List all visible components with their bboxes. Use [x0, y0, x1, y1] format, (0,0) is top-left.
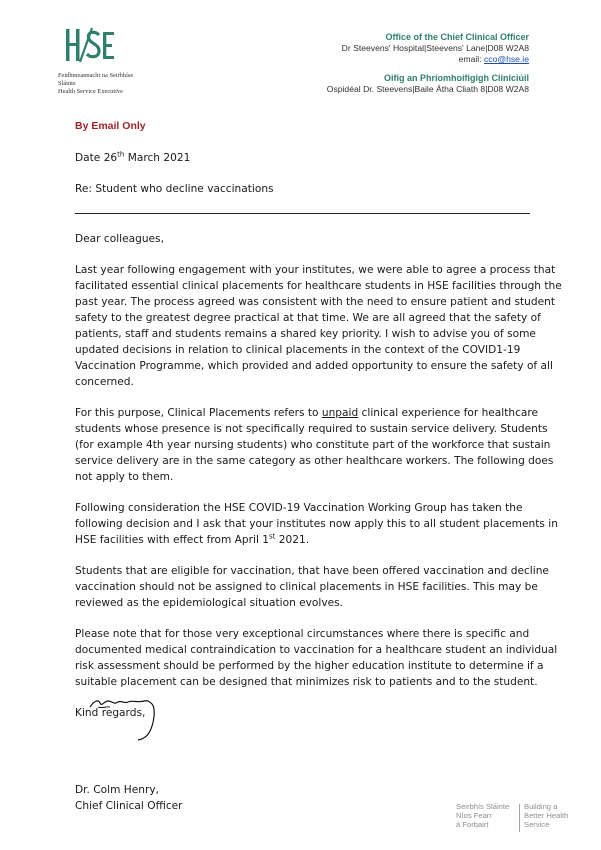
- email-label: email:: [458, 54, 484, 64]
- p2-line: service delivery are in the same category as other healthcare workers. The following does: [75, 455, 554, 467]
- p2-line: (for example 4th year nursing students) who constitute part of the workforce that sustain: [75, 439, 551, 451]
- date-sup: th: [117, 150, 125, 159]
- address-english: Dr Steevens' Hospital|Steevens' Lane|D08 W2A8: [341, 43, 529, 53]
- subject-line: Re: Student who decline vaccinations: [75, 183, 274, 195]
- signature-icon: [88, 693, 168, 743]
- footer-english-line: Service: [524, 819, 550, 829]
- footer-slogan-english: [524, 803, 594, 829]
- logo-caption: [58, 72, 138, 96]
- divider: [75, 213, 530, 214]
- signer-name: Dr. Colm Henry,: [75, 784, 159, 796]
- signer-title: Chief Clinical Officer: [75, 800, 183, 812]
- date-line: [75, 152, 190, 164]
- salutation: Dear colleagues,: [75, 233, 164, 245]
- p3-line: following decision and I ask that your institutes now apply this to all student placements in: [75, 518, 558, 530]
- p1-line: facilitated essential clinical placements for healthcare students in HSE facilities through the: [75, 280, 562, 292]
- p4-line: reviewed as the epidemiological situation evolves.: [75, 597, 344, 609]
- p2-suffix: clinical experience for healthcare: [358, 407, 539, 419]
- p5-line: Please note that for those very exceptional circumstances where there is specific and: [75, 628, 530, 640]
- email-line: [327, 54, 529, 65]
- footer-irish-line: Seirbhís Sláinte: [456, 802, 510, 811]
- p1-line: past year. The process agreed was consistent with the need to ensure patient and student: [75, 296, 555, 308]
- footer-english-line: Better Health: [524, 810, 569, 820]
- date-prefix: Date 26: [75, 152, 118, 164]
- signature: [88, 693, 168, 743]
- p1-line: patients, staff and students remains a shared key priority. I wish to advise you of some: [75, 328, 536, 340]
- footer-irish-line: á Forbairt: [456, 819, 489, 829]
- p3-line: [75, 534, 309, 546]
- p4-line: vaccination should not be assigned to clinical placements in HSE facilities. This may be: [75, 581, 538, 593]
- p4-line: Students that are eligible for vaccination, that have been offered vaccination and decline: [75, 565, 549, 577]
- date-suffix: March 2021: [124, 152, 191, 164]
- office-title-english: Office of the Chief Clinical Officer: [385, 32, 529, 42]
- p1-line: updated decisions in relation to clinical placements in the context of the COVID1-19: [75, 344, 521, 356]
- p3-sup: st: [269, 532, 276, 541]
- p2-line: not apply to them.: [75, 471, 174, 483]
- p2-prefix: For this purpose, Clinical Placements refers to: [75, 407, 322, 419]
- footer-slogan: [456, 803, 586, 839]
- hse-logo-mark-icon: [62, 26, 120, 66]
- by-email-notice: By Email Only: [75, 120, 146, 132]
- p5-line: documented medical contraindication to vaccination for a healthcare student an individual: [75, 644, 558, 656]
- letterhead: [327, 32, 529, 95]
- p3-suffix: 2021.: [275, 534, 310, 546]
- p5-line: risk assessment should be performed by the higher education institute to determine if a: [75, 660, 544, 672]
- p3-line: Following consideration the HSE COVID-19 Vaccination Working Group has taken the: [75, 502, 523, 514]
- footer-english-line: Building a: [524, 802, 558, 811]
- p2-line: students whose presence is not specifically required to sustain service delivery. Students: [75, 423, 548, 435]
- hse-logo: [58, 26, 138, 96]
- email-link[interactable]: cco@hse.ie: [483, 54, 529, 64]
- p1-line: safety to the greatest degree practical at that time. We are all agreed that the safety of: [75, 312, 541, 324]
- p2-underlined: unpaid: [321, 407, 359, 419]
- footer-divider: [519, 804, 520, 832]
- p5-line: suitable placement can be designed that minimizes risk to patients and to the student.: [75, 676, 538, 688]
- p1-line: Vaccination Programme, which provided and added opportunity to ensure the safety of all: [75, 360, 553, 372]
- logo-caption-irish: Feidhmeannacht na Seirbhíse Sláinte: [58, 72, 134, 87]
- footer-irish-line: Níos Fearr: [456, 810, 492, 820]
- p1-line: Last year following engagement with your institutes, we were able to agree a process that: [75, 264, 556, 276]
- p1-line: concerned.: [75, 376, 134, 388]
- p2-line: [75, 407, 538, 419]
- closing: Kind regards,: [75, 707, 146, 719]
- office-title-irish: Oifig an Phríomhoifigigh Cliniciúil: [384, 73, 529, 83]
- address-irish: Ospidéal Dr. Steevens|Baile Átha Cliath 8|D08 W2A8: [326, 84, 529, 94]
- footer-slogan-irish: [456, 803, 514, 829]
- logo-caption-english: Health Service Executive: [58, 88, 123, 95]
- p3-prefix: HSE facilities with effect from April 1: [75, 534, 269, 546]
